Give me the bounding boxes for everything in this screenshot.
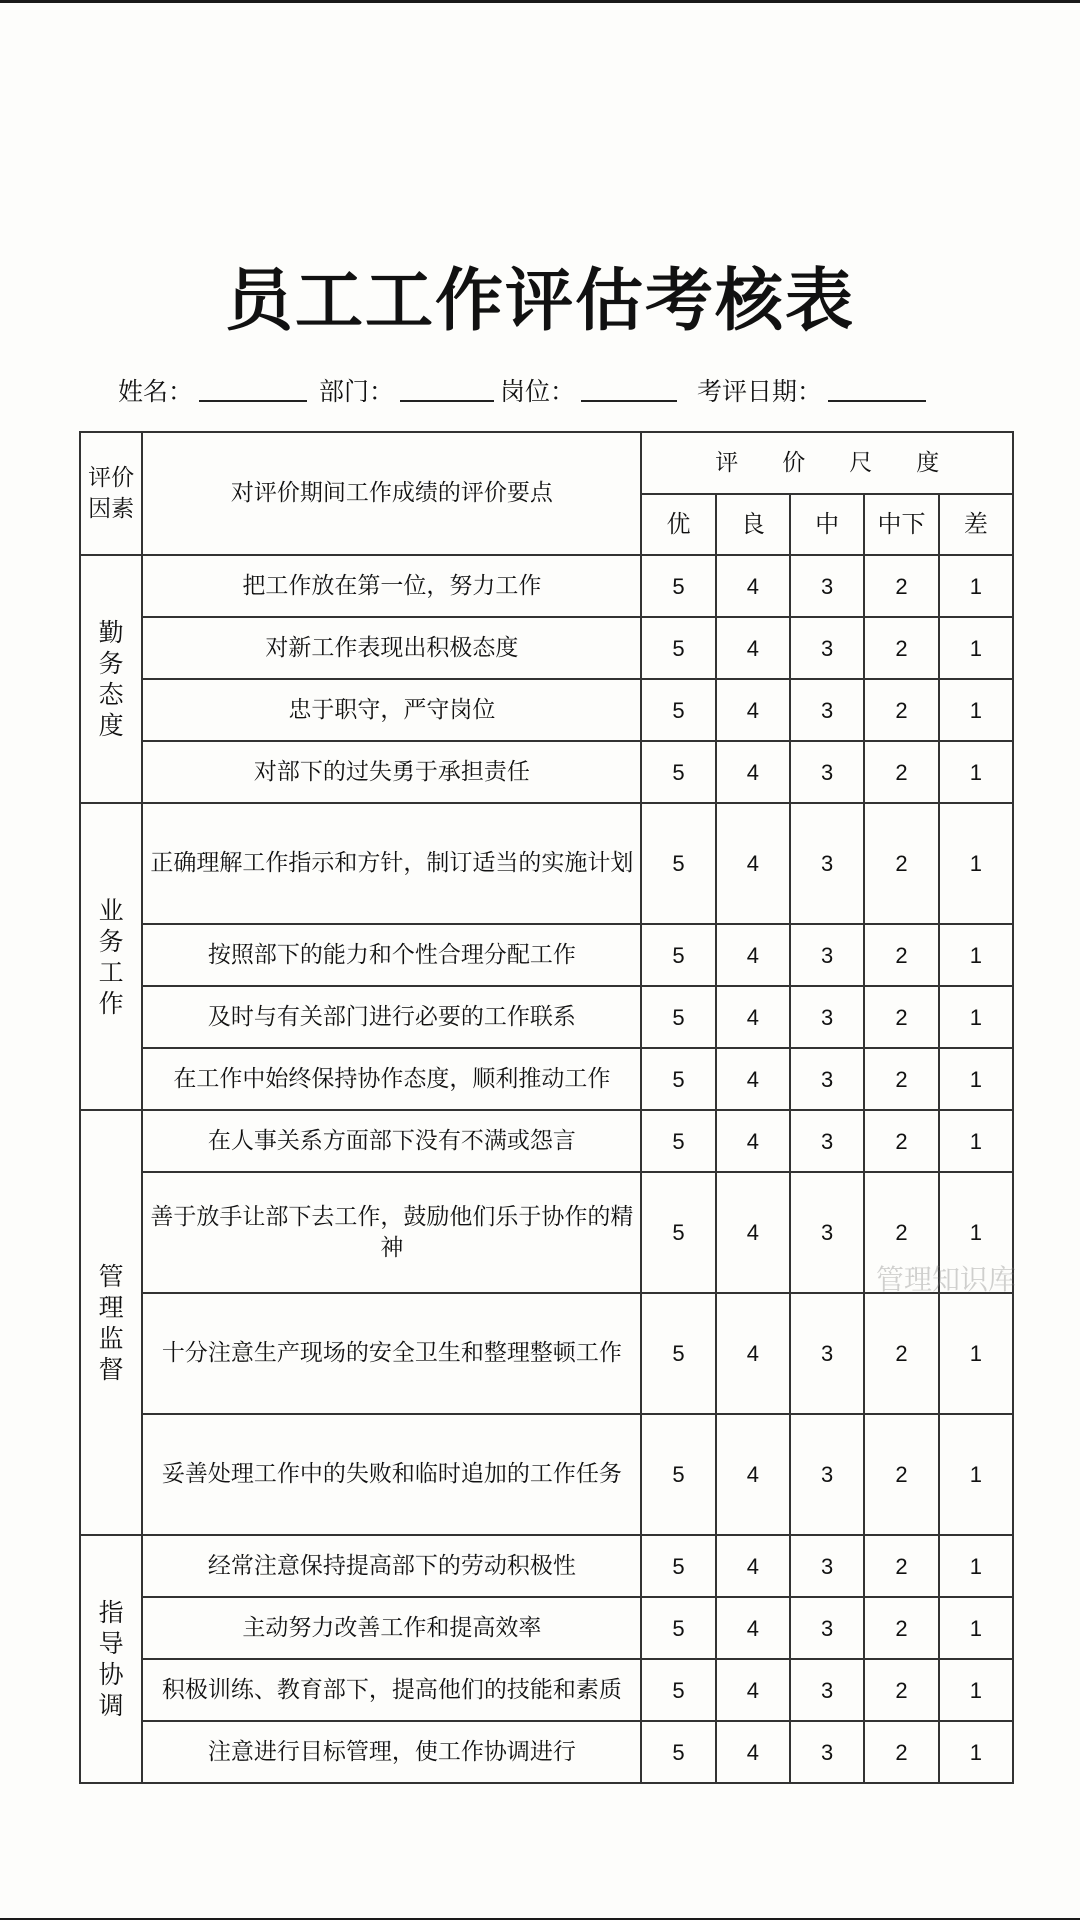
grade-header-excellent: 优	[641, 494, 715, 555]
table-row	[80, 1597, 1013, 1659]
factor-char: 调	[98, 1691, 124, 1720]
factor-header-line1: 评价	[88, 464, 135, 491]
factor-char: 度	[98, 711, 124, 740]
table-row	[80, 1721, 1013, 1783]
table-row	[80, 1048, 1013, 1110]
score-average[interactable]: 3	[790, 1721, 864, 1783]
table-row	[80, 1535, 1013, 1597]
watermark-text: 管理知识库	[876, 1263, 1017, 1296]
dept-blank[interactable]	[400, 396, 494, 402]
score-below-average[interactable]: 2	[864, 924, 938, 986]
score-excellent[interactable]: 5	[641, 924, 715, 986]
score-below-average[interactable]: 2	[864, 1659, 938, 1721]
score-average[interactable]: 3	[790, 679, 864, 741]
evaluation-table	[79, 431, 1017, 1784]
score-good[interactable]: 4	[716, 1172, 790, 1293]
name-label: 姓名：	[118, 377, 194, 406]
scale-char: 评	[715, 449, 739, 476]
date-blank[interactable]	[828, 396, 926, 402]
points-header: 对评价期间工作成绩的评价要点	[142, 432, 641, 555]
evaluation-point: 对新工作表现出积极态度	[142, 617, 641, 679]
score-poor[interactable]: 1	[939, 924, 1013, 986]
score-below-average[interactable]: 2	[864, 1172, 938, 1293]
evaluation-point: 在人事关系方面部下没有不满或怨言	[142, 1110, 641, 1172]
score-poor[interactable]: 1	[939, 1048, 1013, 1110]
grade-header-average: 中	[790, 494, 864, 555]
score-good[interactable]: 4	[716, 1048, 790, 1110]
score-below-average[interactable]: 2	[864, 555, 938, 617]
factor-char: 工	[98, 957, 124, 987]
score-excellent[interactable]: 5	[641, 1110, 715, 1172]
factor-char: 指	[98, 1598, 124, 1627]
score-poor[interactable]: 1	[939, 617, 1013, 679]
score-poor[interactable]: 1	[939, 1172, 1013, 1293]
score-poor[interactable]: 1	[939, 1110, 1013, 1172]
evaluation-point: 正确理解工作指示和方针，制订适当的实施计划	[142, 803, 641, 924]
score-good[interactable]: 4	[716, 1721, 790, 1783]
score-average[interactable]: 3	[790, 1535, 864, 1597]
score-below-average[interactable]: 2	[864, 1293, 938, 1414]
score-poor[interactable]: 1	[939, 1659, 1013, 1721]
score-excellent[interactable]: 5	[641, 741, 715, 803]
score-excellent[interactable]: 5	[641, 1172, 715, 1293]
score-below-average[interactable]: 2	[864, 986, 938, 1048]
factor-header-line2: 因素	[88, 495, 135, 522]
name-field	[118, 372, 313, 408]
score-excellent[interactable]: 5	[641, 986, 715, 1048]
score-good[interactable]: 4	[716, 1293, 790, 1414]
factor-char: 务	[98, 926, 124, 956]
score-below-average[interactable]: 2	[864, 1110, 938, 1172]
evaluation-point: 及时与有关部门进行必要的工作联系	[142, 986, 641, 1048]
score-poor[interactable]: 1	[939, 1597, 1013, 1659]
evaluation-point: 按照部下的能力和个性合理分配工作	[142, 924, 641, 986]
score-poor[interactable]: 1	[939, 555, 1013, 617]
score-excellent[interactable]: 5	[641, 1597, 715, 1659]
table-row	[80, 803, 1013, 924]
grade-header-poor: 差	[939, 494, 1013, 555]
score-below-average[interactable]: 2	[864, 803, 938, 924]
dept-field	[319, 372, 500, 408]
score-excellent[interactable]: 5	[641, 1414, 715, 1535]
score-average[interactable]: 3	[790, 555, 864, 617]
evaluation-point: 十分注意生产现场的安全卫生和整理整顿工作	[142, 1293, 641, 1414]
factor-cell	[80, 803, 142, 1110]
score-good[interactable]: 4	[716, 986, 790, 1048]
table-row	[80, 617, 1013, 679]
score-good[interactable]: 4	[716, 1659, 790, 1721]
score-excellent[interactable]: 5	[641, 1048, 715, 1110]
date-field	[697, 372, 932, 408]
grade-header-below-average: 中下	[864, 494, 938, 555]
factor-char: 监	[98, 1323, 124, 1353]
score-poor[interactable]: 1	[939, 1414, 1013, 1535]
score-average[interactable]: 3	[790, 1172, 864, 1293]
top-border-line	[0, 0, 1080, 3]
position-label: 岗位：	[500, 377, 576, 406]
factor-cell	[80, 1535, 142, 1783]
score-excellent[interactable]: 5	[641, 617, 715, 679]
table-row	[80, 1293, 1013, 1414]
table-row	[80, 1172, 1013, 1293]
evaluation-point: 对部下的过失勇于承担责任	[142, 741, 641, 803]
evaluation-point: 注意进行目标管理，使工作协调进行	[142, 1721, 641, 1783]
factor-char: 业	[98, 895, 124, 925]
page-title: 员工工作评估考核表	[224, 262, 855, 341]
position-field	[500, 372, 683, 408]
score-average[interactable]: 3	[790, 1597, 864, 1659]
evaluation-point: 善于放手让部下去工作，鼓励他们乐于协作的精神	[142, 1172, 641, 1293]
evaluation-point: 把工作放在第一位，努力工作	[142, 555, 641, 617]
score-excellent[interactable]: 5	[641, 679, 715, 741]
score-good[interactable]: 4	[716, 741, 790, 803]
score-poor[interactable]: 1	[939, 679, 1013, 741]
scale-char: 度	[916, 449, 940, 476]
score-below-average[interactable]: 2	[864, 1414, 938, 1535]
score-good[interactable]: 4	[716, 924, 790, 986]
table-row	[80, 924, 1013, 986]
header-row-1	[80, 432, 1013, 494]
evaluation-point: 积极训练、教育部下，提高他们的技能和素质	[142, 1659, 641, 1721]
score-good[interactable]: 4	[716, 679, 790, 741]
table-row	[80, 1659, 1013, 1721]
factor-cell	[80, 555, 142, 803]
factor-cell	[80, 1110, 142, 1535]
evaluation-point: 主动努力改善工作和提高效率	[142, 1597, 641, 1659]
grade-header-good: 良	[716, 494, 790, 555]
score-average[interactable]: 3	[790, 741, 864, 803]
score-average[interactable]: 3	[790, 617, 864, 679]
table-row	[80, 741, 1013, 803]
score-good[interactable]: 4	[716, 1110, 790, 1172]
score-poor[interactable]: 1	[939, 741, 1013, 803]
score-poor[interactable]: 1	[939, 1535, 1013, 1597]
table-row	[80, 986, 1013, 1048]
score-average[interactable]: 3	[790, 1659, 864, 1721]
score-below-average[interactable]: 2	[864, 1721, 938, 1783]
score-below-average[interactable]: 2	[864, 1535, 938, 1597]
info-line	[118, 368, 932, 408]
scale-char: 尺	[849, 449, 873, 476]
score-below-average[interactable]: 2	[864, 1597, 938, 1659]
score-below-average[interactable]: 2	[864, 1048, 938, 1110]
factor-char: 管	[98, 1261, 124, 1291]
factor-char: 勤	[98, 618, 124, 647]
score-average[interactable]: 3	[790, 1110, 864, 1172]
score-excellent[interactable]: 5	[641, 1721, 715, 1783]
score-average[interactable]: 3	[790, 1293, 864, 1414]
scale-char: 价	[782, 449, 806, 476]
score-average[interactable]: 3	[790, 803, 864, 924]
evaluation-point: 经常注意保持提高部下的劳动积极性	[142, 1535, 641, 1597]
score-poor[interactable]: 1	[939, 1293, 1013, 1414]
table-row	[80, 555, 1013, 617]
score-good[interactable]: 4	[716, 1414, 790, 1535]
score-excellent[interactable]: 5	[641, 1293, 715, 1414]
score-good[interactable]: 4	[716, 617, 790, 679]
factor-char: 督	[98, 1354, 124, 1384]
factor-char: 理	[98, 1292, 124, 1322]
score-below-average[interactable]: 2	[864, 617, 938, 679]
factor-char: 作	[98, 988, 124, 1018]
score-average[interactable]: 3	[790, 986, 864, 1048]
score-poor[interactable]: 1	[939, 986, 1013, 1048]
date-label: 考评日期：	[697, 377, 823, 406]
evaluation-point: 妥善处理工作中的失败和临时追加的工作任务	[142, 1414, 641, 1535]
table-row	[80, 1110, 1013, 1172]
table-row	[80, 1414, 1013, 1535]
dept-label: 部门：	[319, 377, 395, 406]
factor-char: 务	[98, 649, 124, 678]
score-excellent[interactable]: 5	[641, 555, 715, 617]
score-average[interactable]: 3	[790, 1414, 864, 1535]
score-below-average[interactable]: 2	[864, 741, 938, 803]
factor-char: 导	[98, 1629, 124, 1658]
name-blank[interactable]	[199, 396, 307, 402]
score-excellent[interactable]: 5	[641, 1659, 715, 1721]
score-good[interactable]: 4	[716, 803, 790, 924]
score-excellent[interactable]: 5	[641, 1535, 715, 1597]
score-good[interactable]: 4	[716, 1597, 790, 1659]
score-poor[interactable]: 1	[939, 1721, 1013, 1783]
score-below-average[interactable]: 2	[864, 679, 938, 741]
table-row	[80, 679, 1013, 741]
position-blank[interactable]	[581, 396, 677, 402]
score-poor[interactable]: 1	[939, 803, 1013, 924]
factor-char: 协	[98, 1660, 124, 1689]
factor-char: 态	[98, 680, 124, 709]
score-good[interactable]: 4	[716, 555, 790, 617]
score-average[interactable]: 3	[790, 924, 864, 986]
evaluation-point: 忠于职守，严守岗位	[142, 679, 641, 741]
score-excellent[interactable]: 5	[641, 803, 715, 924]
score-good[interactable]: 4	[716, 1535, 790, 1597]
scale-header	[641, 432, 1013, 494]
score-average[interactable]: 3	[790, 1048, 864, 1110]
factor-header	[80, 432, 142, 555]
evaluation-point: 在工作中始终保持协作态度，顺利推动工作	[142, 1048, 641, 1110]
